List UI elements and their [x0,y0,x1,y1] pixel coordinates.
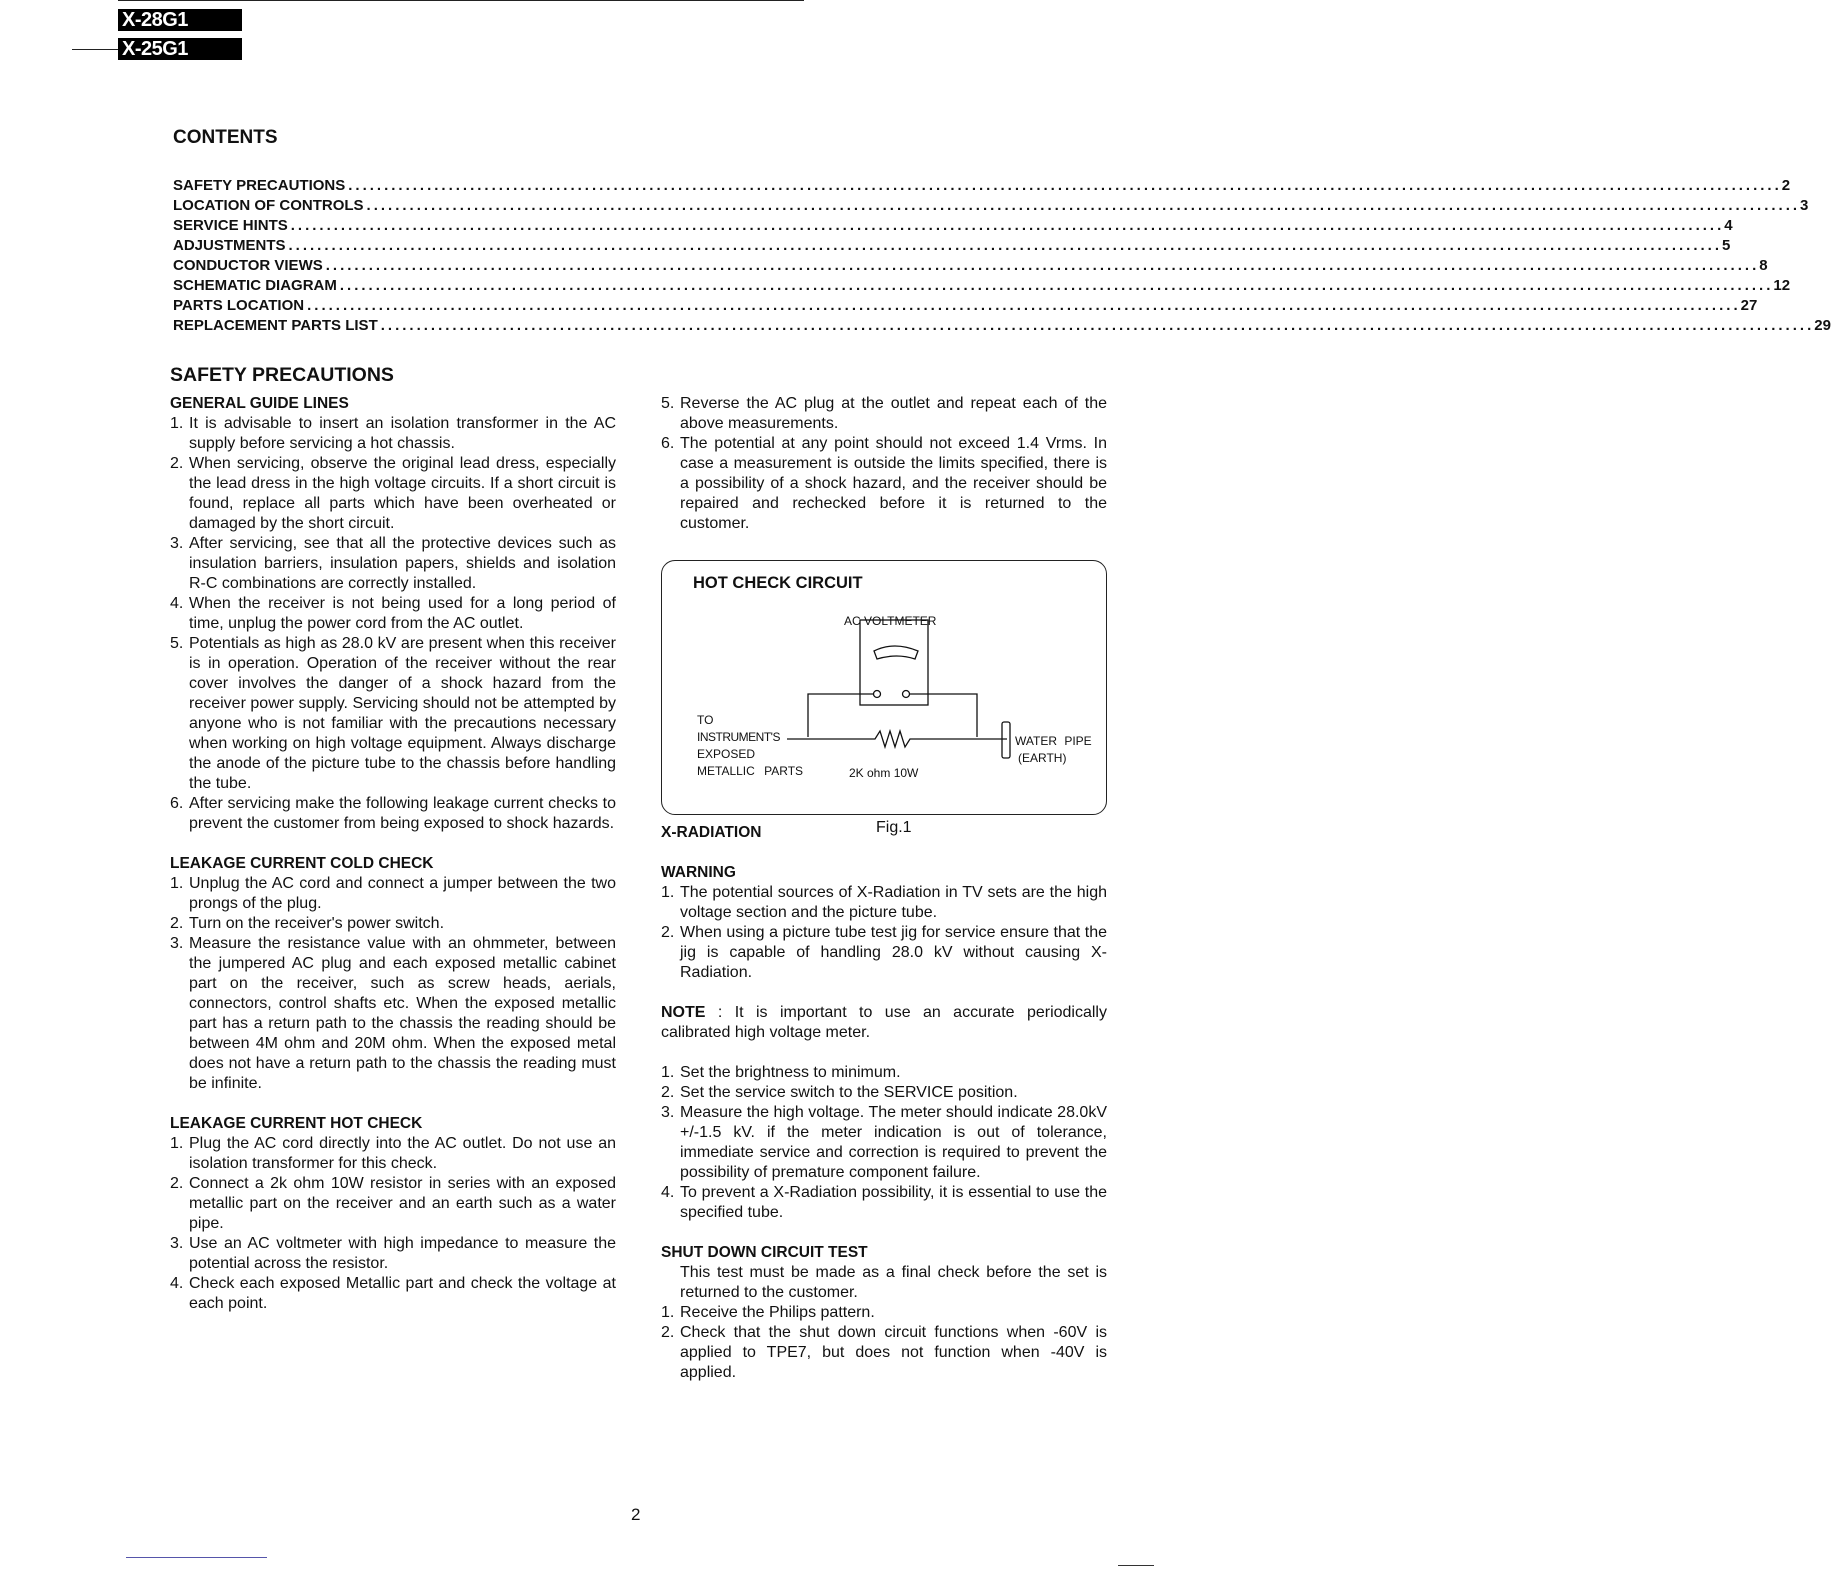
bottom-rule-right [1118,1565,1154,1566]
list-item [170,594,616,634]
hot-check-circuit-figure [661,560,1107,815]
toc-leader: ........................................................................................................................................................................................................ [325,257,1760,274]
list-item [661,1063,1107,1083]
item-number: 1. [170,1135,184,1152]
toc-entry-page: 5 [1722,237,1731,254]
toc-leader: ........................................................................................................................................................................................................ [288,237,1723,254]
item-text: Measure the resistance value with an ohmmeter, between the jumpered AC plug and each exposed metallic cabinet part on the receiver, such as screw heads, aerials, connectors, control shafts etc. When the exposed metallic part has a return path to the chassis the reading should be between 4M ohm and 20M ohm. When the exposed metal does not have a return path to the chassis the reading must be infinite. [189,935,616,1092]
note-text: : It is important to use an accurate periodically calibrated high voltage meter. [661,1004,1107,1041]
item-number: 2. [661,1324,675,1341]
item-number: 6. [661,435,675,452]
label-to: TO [697,713,714,727]
item-text: Reverse the AC plug at the outlet and repeat each of the above measurements. [680,395,1107,432]
toc-entry[interactable] [173,196,1809,216]
list-item [661,1303,1107,1323]
list-item [170,934,616,1094]
toc-entry[interactable] [173,176,1791,196]
item-number: 3. [170,935,184,952]
general-heading: GENERAL GUIDE LINES [170,395,349,412]
list-item [170,414,616,454]
general-list [170,414,616,834]
model-label-1: X-28G1 [118,9,242,31]
item-text: When using a picture tube test jig for service ensure that the jig is capable of handling 28.0 kV without causing X-Radiation. [680,924,1107,981]
item-number: 3. [170,535,184,552]
toc-entry-page: 4 [1724,217,1733,234]
item-number: 4. [170,1275,184,1292]
toc-leader: ........................................................................................................................................................................................................ [366,197,1801,214]
toc-leader: ........................................................................................................................................................................................................ [348,177,1782,194]
list-item [661,1103,1107,1183]
safety-title: SAFETY PRECAUTIONS [170,364,394,386]
shutdown-list [661,1303,1107,1383]
toc-entry[interactable] [173,276,1791,296]
list-item [170,454,616,534]
list-item [170,1234,616,1274]
note [661,1003,1107,1043]
toc-entry-page: 12 [1773,277,1791,294]
hot-check-list-cont [661,394,1107,534]
water-pipe-label: WATER PIPE [1015,734,1092,748]
top-rule [118,0,804,1]
list-item [661,1083,1107,1103]
item-text: Plug the AC cord directly into the AC outlet. Do not use an isolation transformer for this check. [189,1135,616,1172]
cold-check-list [170,874,616,1094]
meter-dial-icon [874,646,918,659]
list-item [170,914,616,934]
circuit-diagram [662,561,1108,816]
toc-entry[interactable] [173,316,1831,336]
item-text: To prevent a X-Radiation possibility, it is essential to use the specified tube. [680,1184,1107,1221]
toc-entry-title: SAFETY PRECAUTIONS [173,177,346,194]
item-number: 1. [170,415,184,432]
item-text: Check that the shut down circuit functions when -60V is applied to TPE7, but does not function when -40V is applied. [680,1324,1107,1381]
list-item [170,794,616,834]
list-item [170,534,616,594]
header-rule [72,49,118,50]
item-number: 2. [170,455,184,472]
toc-entry-page: 29 [1814,317,1831,334]
toc-entry-page: 8 [1759,257,1768,274]
toc-entry[interactable] [173,256,1768,276]
voltmeter-box [860,620,928,705]
item-number: 5. [170,635,184,652]
item-text: Potentials as high as 28.0 kV are present when this receiver is in operation. Operation of the receiver without the rear cover involves the danger of a shock hazard from the receiver power supply. Servicing should not be attempted by anyone who is not familiar with the precautions necessary when working on high voltage equipment. Always discharge the anode of the picture tube to the chassis before handling the tube. [189,635,616,792]
item-number: 1. [661,1064,675,1081]
item-text: Check each exposed Metallic part and check the voltage at each point. [189,1275,616,1312]
toc-leader: ........................................................................................................................................................................................................ [307,297,1741,314]
item-text: Unplug the AC cord and connect a jumper between the two prongs of the plug. [189,875,616,912]
list-item [661,923,1107,983]
item-text: After servicing make the following leakage current checks to prevent the customer from being exposed to shock hazards. [189,795,616,832]
toc-entry-page: 3 [1800,197,1809,214]
list-item [661,1183,1107,1223]
item-number: 4. [170,595,184,612]
toc-entry-page: 27 [1740,297,1758,314]
item-number: 4. [661,1184,675,1201]
item-number: 3. [661,1104,675,1121]
bottom-rule [126,1557,267,1558]
list-item [170,1174,616,1234]
toc-leader: ........................................................................................................................................................................................................ [380,317,1815,334]
item-text: Receive the Philips pattern. [680,1304,875,1321]
label-metallic-parts: METALLIC PARTS [697,764,804,778]
warning-list [661,883,1107,983]
item-number: 2. [170,1175,184,1192]
item-number: 1. [661,884,675,901]
hot-check-list [170,1134,616,1314]
resistor-label: 2K ohm 10W [849,766,919,780]
hot-check-heading: LEAKAGE CURRENT HOT CHECK [170,1115,423,1132]
item-number: 6. [170,795,184,812]
figure-caption: Fig.1 [876,819,912,836]
item-text: Turn on the receiver's power switch. [189,915,445,932]
list-item [661,394,1107,434]
item-text: The potential sources of X-Radiation in TV sets are the high voltage section and the picture tube. [680,884,1107,921]
xradiation-heading: X-RADIATION [661,824,762,841]
earth-label: (EARTH) [1018,751,1067,765]
warning-heading: WARNING [661,864,736,881]
item-text: When the receiver is not being used for a long period of time, unplug the power cord from the AC outlet. [189,595,616,632]
label-exposed: EXPOSED [697,747,756,761]
left-column [170,394,616,1314]
toc-leader: ........................................................................................................................................................................................................ [290,217,1725,234]
item-text: The potential at any point should not exceed 1.4 Vrms. In case a measurement is outside the limits specified, there is a possibility of a shock hazard, and the receiver should be repaired and rechecked before it is returned to the customer. [680,435,1107,532]
shutdown-heading: SHUT DOWN CIRCUIT TEST [661,1244,868,1261]
meter-label: AC VOLTMETER [844,614,937,628]
item-text: Measure the high voltage. The meter should indicate 28.0kV +/-1.5 kV. if the meter indication is out of tolerance, immediate service and correction is required to prevent the possibility of premature component failure. [680,1104,1107,1181]
item-text: It is advisable to insert an isolation transformer in the AC supply before servicing a hot chassis. [189,415,616,452]
item-text: When servicing, observe the original lead dress, especially the lead dress in the high voltage circuits. If a short circuit is found, replace all parts which have been overheated or damaged by the short circuit. [189,455,616,532]
note-label: NOTE [661,1004,706,1021]
item-text: Set the brightness to minimum. [680,1064,901,1081]
toc-entry-title: LOCATION OF CONTROLS [173,197,364,214]
figure-title: HOT CHECK CIRCUIT [693,574,863,592]
toc-leader: ........................................................................................................................................................................................................ [339,277,1774,294]
list-item [661,883,1107,923]
cold-check-heading: LEAKAGE CURRENT COLD CHECK [170,855,434,872]
item-number: 3. [170,1235,184,1252]
toc-entry-title: SCHEMATIC DIAGRAM [173,277,337,294]
toc-entry-title: SERVICE HINTS [173,217,288,234]
label-instruments: INSTRUMENT'S [697,730,780,744]
item-text: Set the service switch to the SERVICE position. [680,1084,1018,1101]
list-item [170,1274,616,1314]
item-number: 5. [661,395,675,412]
xradiation-list [661,1063,1107,1223]
list-item [170,1134,616,1174]
list-item [170,634,616,794]
toc-entry-title: CONDUCTOR VIEWS [173,257,323,274]
water-pipe-icon [1002,722,1010,758]
item-number: 2. [170,915,184,932]
list-item [170,874,616,914]
right-column [661,394,1107,1383]
toc-entry-page: 2 [1781,177,1791,194]
model-label-2: X-25G1 [118,38,242,60]
toc-entry-title: PARTS LOCATION [173,297,305,314]
toc-entry[interactable] [173,296,1758,316]
toc-entry[interactable] [173,236,1731,256]
item-text: Use an AC voltmeter with high impedance to measure the potential across the resistor. [189,1235,616,1272]
list-item [661,434,1107,534]
page-number: 2 [631,1505,641,1524]
item-text: After servicing, see that all the protective devices such as insulation barriers, insulation papers, shields and isolation R-C combinations are correctly installed. [189,535,616,592]
list-item [661,1323,1107,1383]
toc-entry-title: REPLACEMENT PARTS LIST [173,317,378,334]
toc-entry-title: ADJUSTMENTS [173,237,286,254]
item-number: 2. [661,1084,675,1101]
item-text: Connect a 2k ohm 10W resistor in series with an exposed metallic part on the receiver and an earth such as a water pipe. [189,1175,616,1232]
item-number: 1. [170,875,184,892]
shutdown-intro: This test must be made as a final check before the set is returned to the customer. [680,1264,1107,1301]
table-of-contents [173,176,1831,336]
item-number: 1. [661,1304,675,1321]
contents-title: CONTENTS [173,127,278,148]
toc-entry[interactable] [173,216,1733,236]
item-number: 2. [661,924,675,941]
